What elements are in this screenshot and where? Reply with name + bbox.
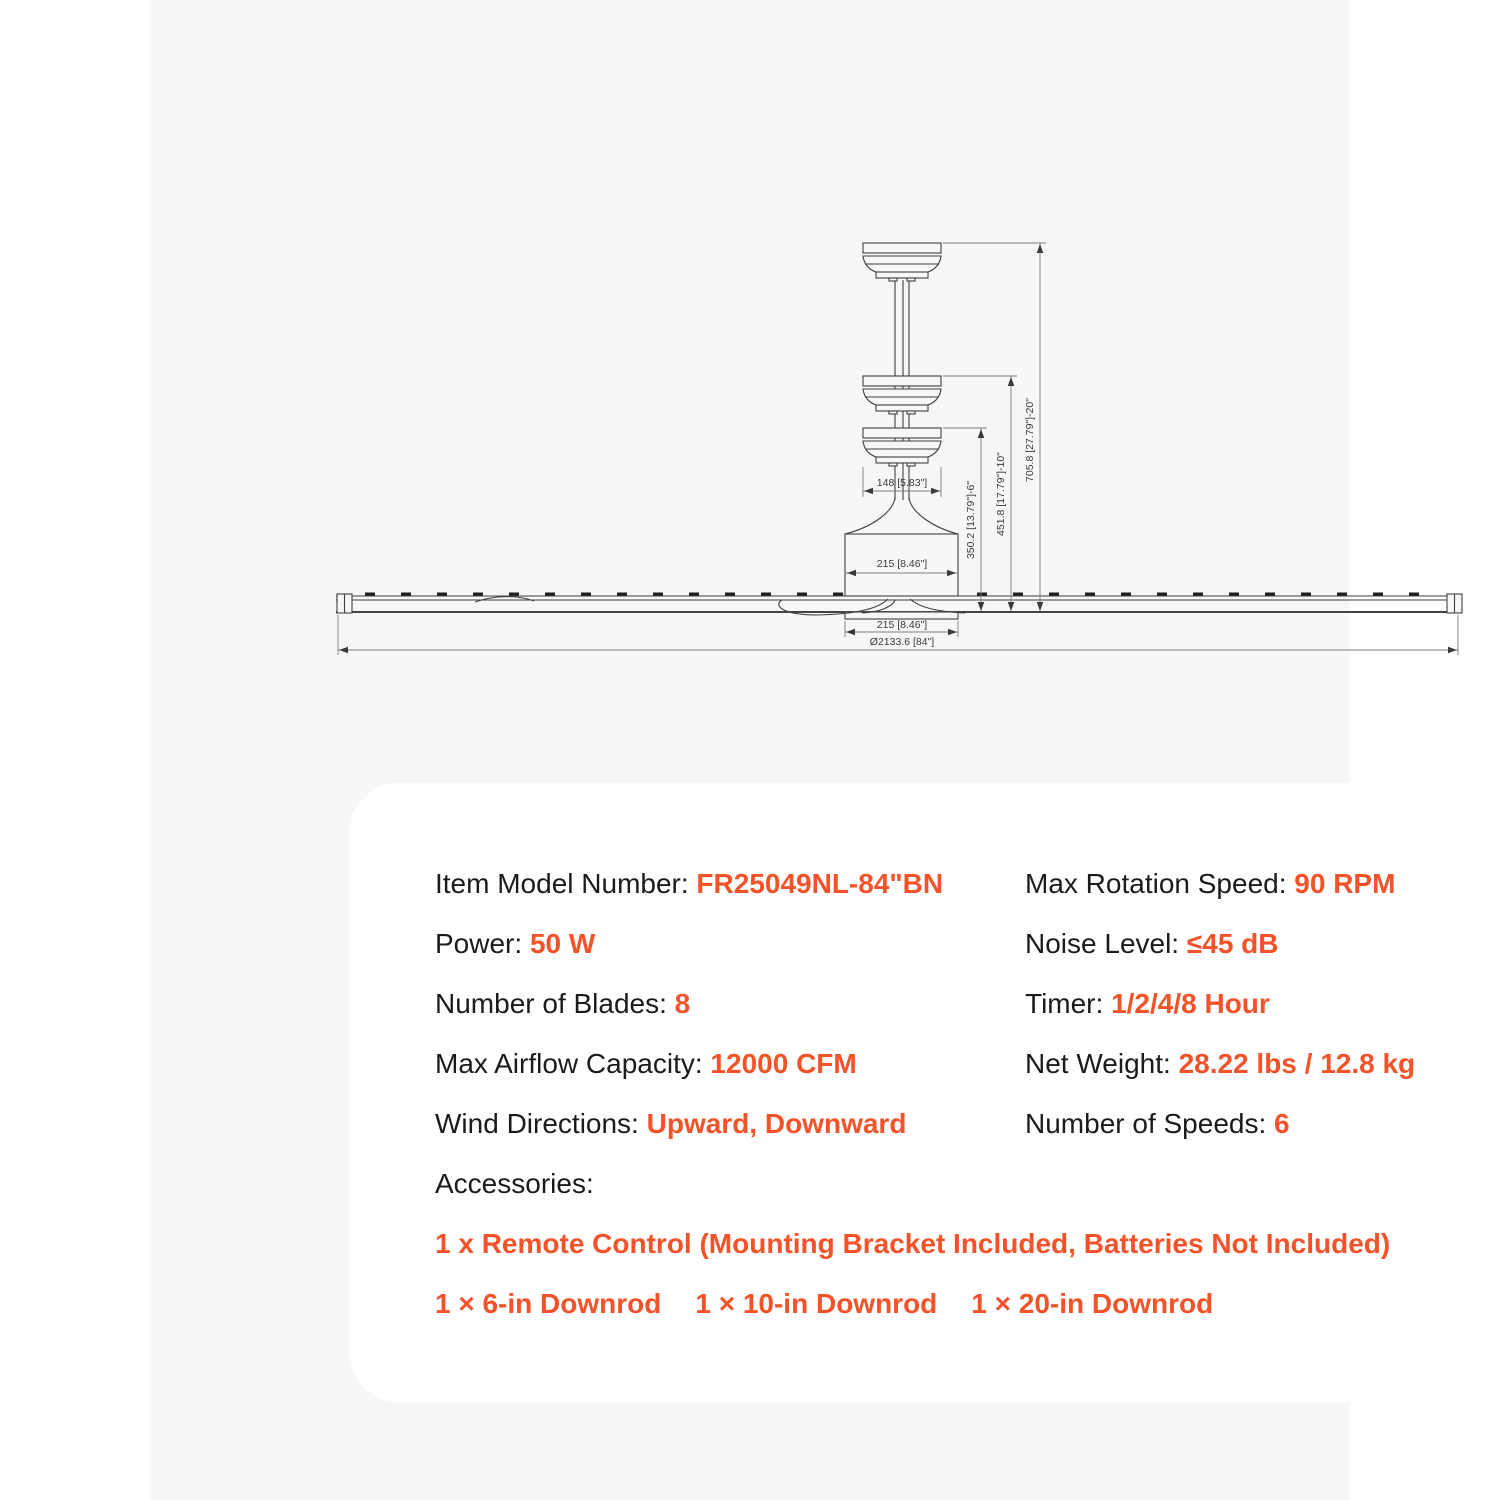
downrod-20in: 1 × 20-in Downrod [971, 1288, 1214, 1319]
spec-value: 8 [674, 988, 691, 1019]
spec-value: 12000 CFM [710, 1048, 857, 1079]
spec-row-model [435, 854, 943, 914]
dim-label-overall-diameter: Ø2133.6 [84"] [869, 636, 935, 648]
spec-label: Accessories: [435, 1168, 594, 1199]
spec-panel [350, 783, 1450, 1402]
dim-canopy-width [863, 467, 941, 497]
spec-value: 6 [1274, 1108, 1290, 1139]
spec-label: Max Rotation Speed: [1025, 868, 1295, 899]
spec-label: Number of Speeds: [1025, 1108, 1275, 1139]
spec-value: FR25049NL-84"BN [696, 868, 944, 899]
spec-row-accessories [435, 1154, 943, 1214]
spec-row-net-weight [1025, 1034, 1415, 1094]
spec-value: 50 W [529, 928, 596, 959]
downrod-6in: 1 × 6-in Downrod [435, 1288, 662, 1319]
dim-label-motor-width: 215 [8.46"] [876, 558, 928, 570]
spec-value: ≤45 dB [1186, 928, 1279, 959]
spec-column-right [1025, 854, 1415, 1154]
canopy-6in [863, 428, 941, 466]
spec-row-wind-directions [435, 1094, 943, 1154]
spec-value: 90 RPM [1294, 868, 1396, 899]
spec-label: Power: [435, 928, 530, 959]
dim-label-height-10in: 451.8 [17.79"]-10" [995, 452, 1007, 536]
spec-value: 28.22 lbs / 12.8 kg [1178, 1048, 1416, 1079]
accessories-downrods-line [435, 1274, 1213, 1334]
spec-value: 1/2/4/8 Hour [1111, 988, 1270, 1019]
spec-row-noise-level [1025, 914, 1415, 974]
spec-row-speeds [1025, 1094, 1415, 1154]
spec-row-rotation-speed [1025, 854, 1415, 914]
dim-label-height-6in: 350.2 [13.79"]-6" [965, 480, 977, 560]
spec-row-timer [1025, 974, 1415, 1034]
spec-label: Net Weight: [1025, 1048, 1179, 1079]
spec-label: Wind Directions: [435, 1108, 647, 1139]
downrod-10in: 1 × 10-in Downrod [695, 1288, 938, 1319]
canopy-20in [863, 243, 941, 281]
dim-hub-width [845, 619, 958, 637]
motor-bell [845, 497, 958, 534]
dim-label-height-20in: 705.8 [27.79"]-20" [1024, 398, 1036, 482]
fan-dimension-drawing [300, 170, 1500, 705]
dim-label-hub-width: 215 [8.46"] [876, 619, 928, 631]
spec-row-blades [435, 974, 943, 1034]
dim-label-canopy-width: 148 [5.83"] [876, 477, 928, 489]
spec-row-airflow [435, 1034, 943, 1094]
spec-value: Upward, Downward [646, 1108, 907, 1139]
spec-label: Number of Blades: [435, 988, 675, 1019]
spec-row-power [435, 914, 943, 974]
fan-blades [336, 594, 1462, 619]
spec-label: Max Airflow Capacity: [435, 1048, 711, 1079]
product-image-stage [150, 0, 1416, 1500]
spec-label: Item Model Number: [435, 868, 697, 899]
canopy-10in [863, 376, 941, 414]
accessories-remote-line: 1 x Remote Control (Mounting Bracket Included, Batteries Not Included) [435, 1228, 1391, 1259]
spec-label: Timer: [1025, 988, 1112, 1019]
spec-column-left [435, 854, 943, 1214]
spec-label: Noise Level: [1025, 928, 1187, 959]
